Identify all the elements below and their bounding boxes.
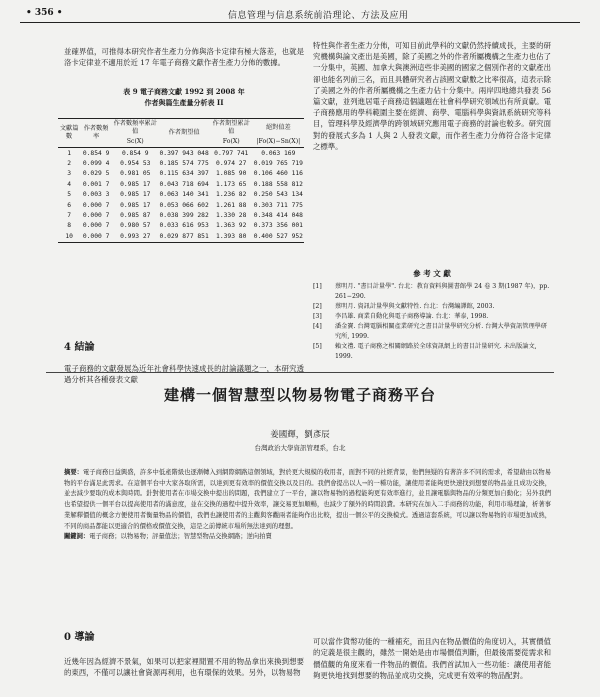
reference-text: 賴文禮. 電子商務之相關網路於全球資訊網上的書目計量研究. 未出版論文, 1999. bbox=[335, 343, 537, 360]
table-cell: 0.063 169 bbox=[261, 149, 296, 157]
table-cell: 0.043 718 694 bbox=[159, 180, 209, 188]
running-title: 信息管理与信息系统前沿理论、方法及应用 bbox=[228, 11, 409, 21]
table-cell: 0.185 574 775 bbox=[159, 160, 209, 168]
th-col3: 作者數頻率累計值 bbox=[113, 120, 157, 135]
table-row bbox=[58, 148, 304, 159]
th-col3-sub: Sc(X) bbox=[112, 137, 158, 148]
table-row bbox=[58, 200, 304, 210]
table-row bbox=[58, 210, 304, 220]
table-cell: 0.019 765 719 bbox=[253, 160, 303, 168]
table-cell: 5 bbox=[67, 191, 72, 199]
table-cell: 0.993 27 bbox=[120, 232, 151, 240]
table-cell: 4 bbox=[67, 180, 72, 188]
abstract-text: 電子商務日益興盛，許多中低產階級也逐漸轉入到網際網路這個領域，對於更大規模的收用者，面對不同的社經背景，他們無疑的有著許多不同的需求，希望藉由以物易物的平台滿足此需求。在這個平台中大家各取所需，以達到更有效率的價值交換以及目的。我們會提出以人→的一種功能，讓使用者能夠更快速找到想要的物品並且成功交換，並去減少要取的成本與時間。針對使用者在市場交換中提出的問題，我們建立了一平台，讓以物易物的過程能夠更有效率進行，並且讓電腦與物品的分類更加自動化；另外我們也希望提供一個平台以提高使用者的滿意度，並在交換的過程中提升效率，讓交易更加順暢，也減少了額外的時間浪費。本研究在加入二手商務的功能，利用市場理論，析著事業解釋價值的概念方便使用者衡量物品的價值，我們也讓使用者的主觀與客觀兩者能夠作出比較，提出一個公平的交換模式。透過這套系統，可以讓以物易物的市場更加成熟，不同的商品都能以更適合的價格或價值交換，這是之前傳統市場所無法達到的理想。 bbox=[64, 469, 552, 530]
table-caption-line2: 作者與篇生產量分析表 II bbox=[144, 98, 224, 107]
table-cell: 0.797 741 bbox=[214, 149, 249, 157]
table-cell: 0.029 877 851 bbox=[159, 232, 209, 240]
table-cell: 0.033 616 953 bbox=[159, 222, 209, 230]
table-row bbox=[58, 231, 304, 242]
table-cell: 0.985 87 bbox=[120, 212, 151, 220]
section0-heading: 0 導論 bbox=[64, 632, 95, 643]
table-cell: 6 bbox=[67, 201, 72, 209]
table-cell: 0.985 17 bbox=[120, 180, 151, 188]
table-cell: 0.106 460 116 bbox=[253, 170, 303, 178]
table-cell: 0.063 140 341 bbox=[159, 191, 209, 199]
table-cell: 0.188 558 812 bbox=[253, 180, 303, 188]
table-cell: 1 bbox=[67, 149, 72, 157]
table-cell: 0.981 05 bbox=[120, 170, 151, 178]
references bbox=[313, 269, 551, 362]
table-cell: 0.974 27 bbox=[216, 160, 247, 168]
th-col5-sub: Fo(X) bbox=[210, 137, 253, 148]
table-cell: 0.038 399 282 bbox=[159, 212, 209, 220]
table-cell: 1.173 65 bbox=[216, 180, 247, 188]
reference-text: 潘金寶. 台灣電腦相關產業研究之書目計量學研究分析. 台灣大學資訊管理學研究所, 1999. bbox=[335, 323, 548, 340]
table-cell: 10 bbox=[65, 232, 73, 240]
table-cell: 0.854 9 bbox=[121, 149, 149, 157]
reference-number: [4] bbox=[313, 323, 322, 330]
table-cell: 0.053 066 602 bbox=[159, 201, 209, 209]
abstract-label: 摘要： bbox=[64, 469, 83, 476]
table-cell: 0.250 543 134 bbox=[253, 191, 303, 199]
table-caption bbox=[64, 86, 304, 108]
table-cell: 1.393 80 bbox=[216, 232, 247, 240]
th-col5: 作者期望累計值 bbox=[212, 120, 250, 135]
table-row bbox=[58, 169, 304, 179]
table-cell: 3 bbox=[67, 170, 72, 178]
table-row bbox=[58, 221, 304, 231]
table-cell: 0.373 356 001 bbox=[253, 222, 303, 230]
references-title: 參 考 文 獻 bbox=[413, 269, 451, 278]
table-caption-line1: 表 9 電子商務文獻 1992 到 2008 年 bbox=[123, 87, 245, 96]
reference-number: [1] bbox=[313, 283, 322, 290]
th-col4: 作者期望值 bbox=[158, 119, 209, 148]
right-top-paragraph: 特性與作者生產力分佈，可知目前此學科的文獻仍然持續成長，主要的研究機構與論文產出是美國，除了美國之外的作者所屬機構之生產力也佔了一分集中，英國、加拿大與澳洲這些非美國的國家之個別作者的文獻產出卻也能名列前三名，而且具體研究者占該國文獻數之比率很高，這表示除了美國之外的作者所屬機構之生產力佔十分集中。兩岸四地總共發表 56 篇文獻，並列進居電子商務這個議題在社會科學研究領域出有所貢獻。電子商務應用的學科範圍主要在經濟、商學、電腦科學與資訊系統研究等科目，管理科學及經濟學的跨領域研究應用電子商務的討論也較多。研究面對的發展式多為 1 人與 2 人發表文獻，而作者生產力分佈符合洛卡定律之標準。 bbox=[313, 41, 551, 151]
table-row bbox=[58, 158, 304, 168]
th-col6-sub: |Fo(X)−Sn(X)| bbox=[253, 137, 304, 148]
section4-heading: 4 結論 bbox=[64, 342, 95, 353]
table-cell: 0.854 9 bbox=[82, 149, 110, 157]
reference-text: 蔡明月. "書目計量學". 台北：教育資料與圖書館學 24 卷 3 期(1987 年)，pp. 261−290. bbox=[335, 283, 550, 300]
table-cell: 0.400 527 952 bbox=[253, 232, 303, 240]
reference-item bbox=[313, 282, 551, 302]
table-cell: 1.236 82 bbox=[216, 191, 247, 199]
table-cell: 2 bbox=[67, 160, 72, 168]
table-row bbox=[58, 190, 304, 200]
table-cell: 0.980 57 bbox=[120, 222, 151, 230]
running-header bbox=[20, 6, 580, 23]
page-number: • 356 • bbox=[26, 8, 63, 18]
table-cell: 1.085 90 bbox=[216, 170, 247, 178]
reference-item bbox=[313, 322, 551, 342]
reference-item bbox=[313, 312, 551, 322]
reference-number: [2] bbox=[313, 303, 322, 310]
table-cell: 1.261 88 bbox=[216, 201, 247, 209]
table-cell: 1.363 92 bbox=[216, 222, 247, 230]
reference-number: [5] bbox=[313, 343, 322, 350]
table-cell: 8 bbox=[67, 222, 72, 230]
table-cell: 1.330 28 bbox=[216, 212, 247, 220]
article-affiliation: 台灣政治大學資訊管理系，台北 bbox=[254, 444, 346, 452]
table-cell: 0.348 414 048 bbox=[253, 212, 303, 220]
table-cell: 0.000 7 bbox=[82, 222, 110, 230]
table-cell: 0.985 17 bbox=[120, 201, 151, 209]
table-row bbox=[58, 179, 304, 189]
table-cell: 0.115 634 397 bbox=[159, 170, 209, 178]
reference-text: 李昌雄. 商業自動化與電子商務導論. 台北：華泰, 1998. bbox=[335, 313, 489, 320]
th-col6: 絕對值差 bbox=[265, 124, 291, 131]
table-cell: 0.954 53 bbox=[120, 160, 151, 168]
left-top-paragraph: 並確界值，可推得本研究作者生產力分佈與洛卡定律有極大落差，也就是洛卡定律並不適用於近 17 年電子商務文獻作者生產力分佈的數據。 bbox=[64, 47, 304, 68]
table-cell: 0.000 7 bbox=[82, 201, 110, 209]
reference-text: 蔡明月. 資訊計量學與文獻特性. 台北：台灣編譯館, 2003. bbox=[335, 303, 495, 310]
th-col2: 作者數頻率 bbox=[80, 119, 112, 148]
keywords-text: 電子商務；以物易物；評量值法；智慧型物品交換網路；逆向拍賣 bbox=[89, 533, 272, 541]
table-cell: 0.985 17 bbox=[120, 191, 151, 199]
table-cell: 7 bbox=[67, 212, 72, 220]
reference-item bbox=[313, 342, 551, 362]
reference-number: [3] bbox=[313, 313, 322, 320]
reference-item bbox=[313, 302, 551, 312]
table-cell: 0.303 711 775 bbox=[253, 201, 303, 209]
table-cell: 0.003 3 bbox=[82, 191, 110, 199]
section0-left-text: 近幾年因為經濟不景氣，如果可以把家裡閒置不用的物品拿出來換到想要的東西，不僅可以讓社會資源再利用，也有環保的效果。另外，以物易物 bbox=[64, 657, 304, 678]
table-cell: 0.000 7 bbox=[82, 232, 110, 240]
article-authors: 姜國輝，劉彥辰 bbox=[270, 430, 330, 440]
section4-text: 電子商務的文獻發展為近年社會科學快速成長的討論議題之一，本研究透過分析其各種發表文獻 bbox=[64, 364, 304, 385]
th-col1: 文獻篇數 bbox=[58, 119, 80, 148]
article-divider bbox=[46, 372, 554, 373]
article-abstract bbox=[64, 468, 551, 543]
table-cell: 0.099 4 bbox=[82, 160, 110, 168]
table-cell: 0.397 943 048 bbox=[159, 149, 209, 157]
table-cell: 0.001 7 bbox=[82, 180, 110, 188]
keywords-label: 關鍵詞： bbox=[64, 533, 90, 541]
data-table bbox=[58, 118, 304, 243]
article-title: 建構一個智慧型以物易物電子商務平台 bbox=[163, 386, 436, 404]
table-cell: 0.029 5 bbox=[82, 170, 110, 178]
section0-right-text: 可以當作貨幣功能的一種補充，而且內在物品價值的角度切入，其實價值的定義是很主觀的，雖然一開始是由市場價值判斷，但最後需要從需求和價值觀的角度來看一件物品的價值。我們首試加入一些功能：讓使用者能夠更快地找到想要的物品並成功交換，完成更有效率的物品配對。 bbox=[313, 637, 551, 681]
table-cell: 0.000 7 bbox=[82, 212, 110, 220]
